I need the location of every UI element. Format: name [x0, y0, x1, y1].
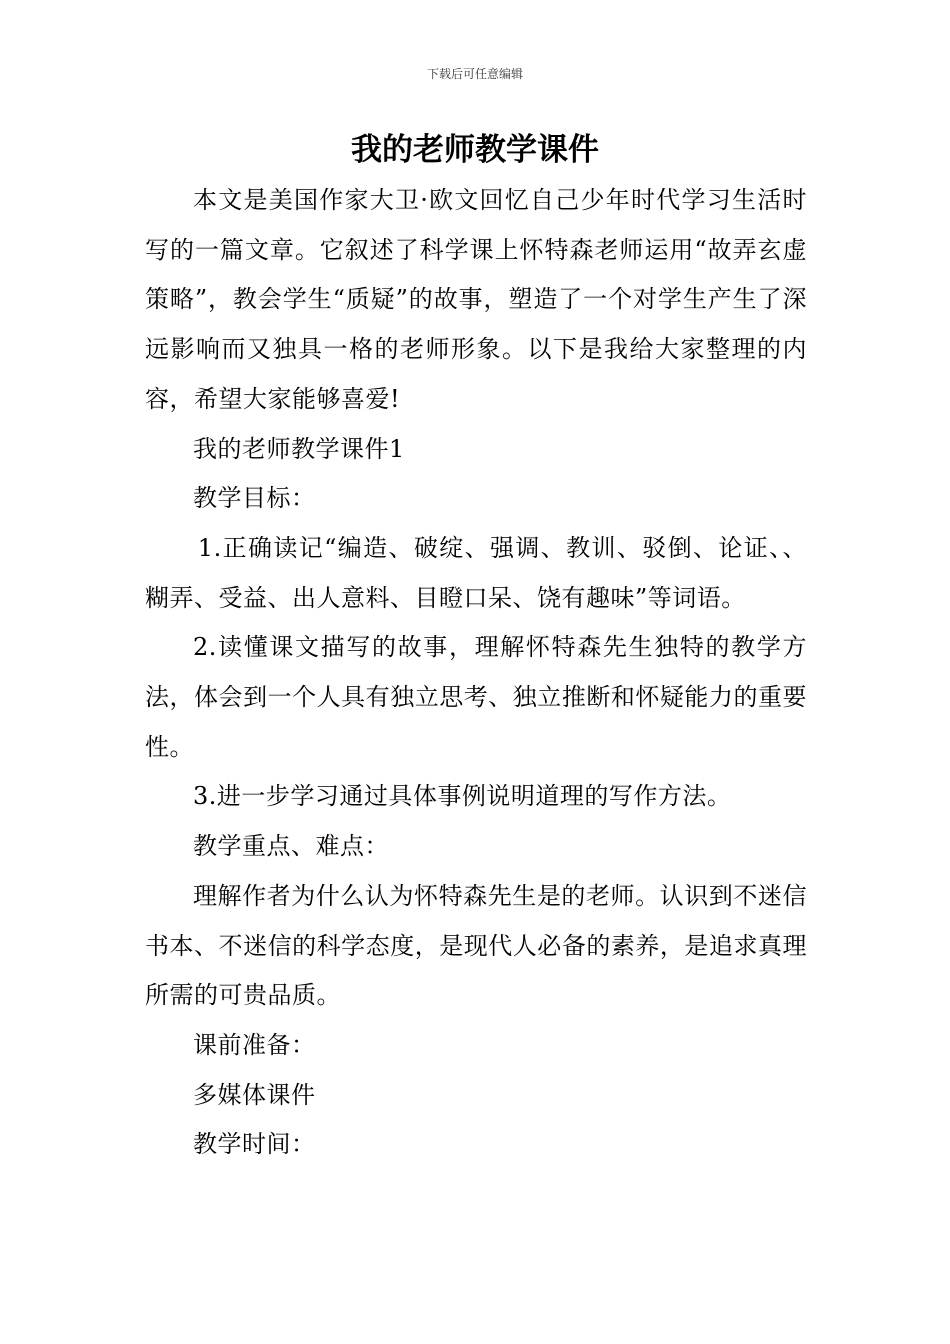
intro-paragraph: 本文是美国作家大卫·欧文回忆自己少年时代学习生活时写的一篇文章。它叙述了科学课上怀特森老师运用“故弄玄虚策略”，教会学生“质疑”的故事，塑造了一个对学生产生了深远影响而又独具一格的老师形象。以下是我给大家整理的内容，希望大家能够喜爱! — [145, 186, 807, 413]
preparation-heading: 课前准备： — [193, 1030, 316, 1059]
teaching-time-heading: 教学时间： — [193, 1130, 316, 1159]
section-heading-lesson-1: 我的老师教学课件1 — [193, 434, 405, 463]
goal-item-2: 2.读懂课文描写的故事，理解怀特森先生独特的教学方法，体会到一个人具有独立思考、独立推断和怀疑能力的重要性。 — [145, 633, 807, 761]
document-body — [145, 176, 807, 1170]
key-points-heading: 教学重点、难点： — [193, 832, 389, 861]
document-title: 我的老师教学课件 — [351, 132, 599, 168]
goal-item-3: 3.进一步学习通过具体事例说明道理的写作方法。 — [193, 782, 732, 811]
key-points-paragraph: 理解作者为什么认为怀特森先生是的老师。认识到不迷信书本、不迷信的科学态度，是现代人必备的素养，是追求真理所需的可贵品质。 — [145, 881, 807, 1010]
teaching-goals-heading: 教学目标： — [193, 484, 316, 513]
header-note: 下载后可任意编辑 — [426, 67, 523, 81]
goal-item-1: 1.正确读记“编造、破绽、强调、教训、驳倒、论证、、糊弄、受益、出人意料、目瞪口呆、饶有趣味”等词语。 — [145, 533, 807, 612]
preparation-item: 多媒体课件 — [193, 1080, 316, 1109]
